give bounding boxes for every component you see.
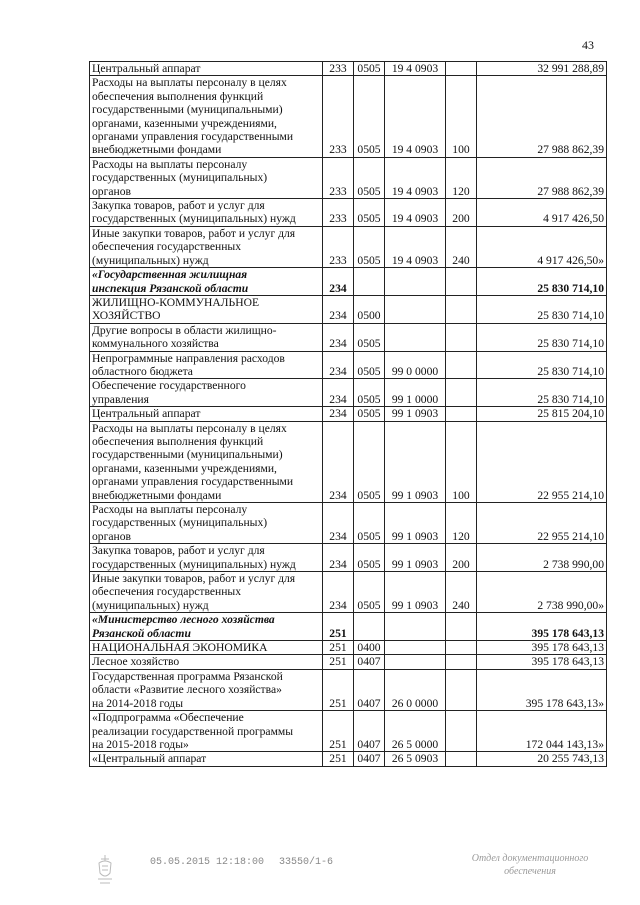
cell-admin-code: 233 [323, 76, 354, 157]
cell-target-article [385, 323, 446, 351]
cell-amount: 395 178 643,13 [477, 613, 607, 641]
cell-amount: 25 830 714,10 [477, 295, 607, 323]
cell-name: Расходы на выплаты персоналу в целях обеспечения выполнения функций государственными (муниципальными) органами, казенными учреждениями, органами управления государственными внебюджетными фондами [90, 421, 323, 502]
table-row [90, 268, 607, 296]
cell-admin-code: 234 [323, 323, 354, 351]
cell-target-article [385, 641, 446, 655]
cell-section-code: 0505 [354, 572, 385, 613]
cell-name: Центральный аппарат [90, 62, 323, 76]
table-row [90, 613, 607, 641]
cell-admin-code: 233 [323, 157, 354, 198]
cell-amount: 25 815 204,10 [477, 407, 607, 421]
cell-amount: 27 988 862,39 [477, 157, 607, 198]
cell-target-article: 99 1 0903 [385, 421, 446, 502]
table-row [90, 572, 607, 613]
cell-expense-type [446, 351, 477, 379]
cell-amount: 32 991 288,89 [477, 62, 607, 76]
cell-section-code: 0505 [354, 226, 385, 267]
cell-amount: 2 738 990,00 [477, 544, 607, 572]
cell-target-article: 26 5 0903 [385, 752, 446, 766]
cell-target-article: 19 4 0903 [385, 226, 446, 267]
cell-target-article: 99 1 0903 [385, 544, 446, 572]
cell-target-article: 19 4 0903 [385, 199, 446, 227]
cell-expense-type [446, 613, 477, 641]
cell-name: Непрограммные направления расходов областного бюджета [90, 351, 323, 379]
cell-target-article: 99 1 0903 [385, 503, 446, 544]
cell-name: Расходы на выплаты персоналу в целях обеспечения выполнения функций государственными (муниципальными) органами, казенными учреждениями, органами управления государственными внебюджетными фондами [90, 76, 323, 157]
cell-expense-type: 200 [446, 544, 477, 572]
cell-amount: 395 178 643,13 [477, 641, 607, 655]
cell-name: Другие вопросы в области жилищно- коммунального хозяйства [90, 323, 323, 351]
cell-amount: 20 255 743,13 [477, 752, 607, 766]
cell-admin-code: 234 [323, 351, 354, 379]
cell-name: Расходы на выплаты персоналу государственных (муниципальных) органов [90, 157, 323, 198]
table-row [90, 752, 607, 766]
cell-target-article: 19 4 0903 [385, 76, 446, 157]
cell-name: «Центральный аппарат [90, 752, 323, 766]
cell-amount: 395 178 643,13 [477, 655, 607, 669]
cell-target-article: 99 0 0000 [385, 351, 446, 379]
cell-admin-code: 234 [323, 295, 354, 323]
cell-admin-code: 234 [323, 268, 354, 296]
budget-table-body [90, 62, 607, 767]
table-row [90, 544, 607, 572]
cell-section-code: 0500 [354, 295, 385, 323]
cell-amount: 172 044 143,13» [477, 711, 607, 752]
cell-admin-code: 233 [323, 62, 354, 76]
cell-name: Иные закупки товаров, работ и услуг для обеспечения государственных (муниципальных) нужд [90, 572, 323, 613]
table-row [90, 655, 607, 669]
cell-amount: 22 955 214,10 [477, 421, 607, 502]
cell-section-code: 0505 [354, 157, 385, 198]
cell-expense-type [446, 752, 477, 766]
cell-admin-code: 234 [323, 503, 354, 544]
cell-admin-code: 251 [323, 752, 354, 766]
cell-name: «Министерство лесного хозяйства Рязанской области [90, 613, 323, 641]
cell-admin-code: 234 [323, 379, 354, 407]
cell-target-article [385, 268, 446, 296]
cell-name: Иные закупки товаров, работ и услуг для обеспечения государственных (муниципальных) нужд [90, 226, 323, 267]
cell-name: Обеспечение государственного управления [90, 379, 323, 407]
page-number: 43 [582, 38, 594, 52]
cell-section-code: 0505 [354, 379, 385, 407]
cell-section-code: 0505 [354, 407, 385, 421]
cell-expense-type: 240 [446, 572, 477, 613]
cell-section-code: 0407 [354, 669, 385, 710]
cell-name: Государственная программа Рязанской области «Развитие лесного хозяйства» на 2014-2018 годы [90, 669, 323, 710]
cell-admin-code: 251 [323, 613, 354, 641]
cell-admin-code: 251 [323, 641, 354, 655]
cell-name: НАЦИОНАЛЬНАЯ ЭКОНОМИКА [90, 641, 323, 655]
cell-target-article: 19 4 0903 [385, 157, 446, 198]
cell-section-code: 0505 [354, 503, 385, 544]
cell-name: «Подпрограмма «Обеспечение реализации государственной программы на 2015-2018 годы» [90, 711, 323, 752]
table-row [90, 641, 607, 655]
cell-amount: 25 830 714,10 [477, 379, 607, 407]
cell-expense-type [446, 323, 477, 351]
cell-expense-type [446, 268, 477, 296]
cell-admin-code: 251 [323, 655, 354, 669]
footer-document-code: 33550/1-6 [279, 857, 334, 868]
cell-amount: 25 830 714,10 [477, 323, 607, 351]
cell-section-code [354, 268, 385, 296]
cell-expense-type [446, 669, 477, 710]
table-row [90, 407, 607, 421]
cell-name: Закупка товаров, работ и услуг для государственных (муниципальных) нужд [90, 199, 323, 227]
cell-section-code: 0505 [354, 62, 385, 76]
cell-section-code: 0400 [354, 641, 385, 655]
table-row [90, 295, 607, 323]
cell-amount: 22 955 214,10 [477, 503, 607, 544]
cell-amount: 2 738 990,00» [477, 572, 607, 613]
cell-target-article: 99 1 0903 [385, 572, 446, 613]
cell-expense-type: 100 [446, 76, 477, 157]
table-row [90, 199, 607, 227]
cell-admin-code: 234 [323, 544, 354, 572]
stamp-emblem-icon [95, 853, 115, 887]
cell-expense-type: 120 [446, 503, 477, 544]
cell-target-article: 19 4 0903 [385, 62, 446, 76]
cell-section-code: 0505 [354, 199, 385, 227]
cell-name: Центральный аппарат [90, 407, 323, 421]
cell-target-article [385, 613, 446, 641]
cell-amount: 27 988 862,39 [477, 76, 607, 157]
cell-section-code: 0505 [354, 323, 385, 351]
cell-name: ЖИЛИЩНО-КОММУНАЛЬНОЕ ХОЗЯЙСТВО [90, 295, 323, 323]
cell-name: Расходы на выплаты персоналу государственных (муниципальных) органов [90, 503, 323, 544]
cell-section-code: 0505 [354, 351, 385, 379]
table-row [90, 323, 607, 351]
footer-department-note: Отдел документационного обеспечения [471, 853, 589, 877]
cell-expense-type: 100 [446, 421, 477, 502]
cell-expense-type [446, 655, 477, 669]
cell-name: Закупка товаров, работ и услуг для государственных (муниципальных) нужд [90, 544, 323, 572]
table-row [90, 351, 607, 379]
cell-expense-type [446, 295, 477, 323]
cell-section-code: 0505 [354, 421, 385, 502]
table-row [90, 62, 607, 76]
cell-expense-type [446, 711, 477, 752]
cell-expense-type: 240 [446, 226, 477, 267]
cell-expense-type: 200 [446, 199, 477, 227]
table-row [90, 379, 607, 407]
cell-expense-type [446, 379, 477, 407]
cell-amount: 395 178 643,13» [477, 669, 607, 710]
cell-expense-type [446, 407, 477, 421]
cell-expense-type [446, 641, 477, 655]
cell-section-code [354, 613, 385, 641]
table-row [90, 711, 607, 752]
cell-target-article: 26 0 0000 [385, 669, 446, 710]
cell-section-code: 0407 [354, 655, 385, 669]
cell-section-code: 0505 [354, 76, 385, 157]
cell-expense-type [446, 62, 477, 76]
cell-admin-code: 234 [323, 572, 354, 613]
cell-admin-code: 234 [323, 407, 354, 421]
cell-section-code: 0407 [354, 711, 385, 752]
cell-amount: 4 917 426,50 [477, 199, 607, 227]
cell-section-code: 0407 [354, 752, 385, 766]
cell-name: Лесное хозяйство [90, 655, 323, 669]
cell-amount: 25 830 714,10 [477, 268, 607, 296]
cell-admin-code: 234 [323, 421, 354, 502]
cell-target-article: 99 1 0903 [385, 407, 446, 421]
table-row [90, 157, 607, 198]
cell-expense-type: 120 [446, 157, 477, 198]
table-row [90, 421, 607, 502]
cell-admin-code: 251 [323, 669, 354, 710]
cell-amount: 4 917 426,50» [477, 226, 607, 267]
cell-target-article: 26 5 0000 [385, 711, 446, 752]
table-row [90, 503, 607, 544]
table-row [90, 669, 607, 710]
cell-admin-code: 251 [323, 711, 354, 752]
cell-admin-code: 233 [323, 226, 354, 267]
cell-target-article [385, 295, 446, 323]
table-row [90, 226, 607, 267]
cell-name: «Государственная жилищная инспекция Рязанской области [90, 268, 323, 296]
cell-section-code: 0505 [354, 544, 385, 572]
cell-target-article: 99 1 0000 [385, 379, 446, 407]
cell-admin-code: 233 [323, 199, 354, 227]
table-row [90, 76, 607, 157]
cell-target-article [385, 655, 446, 669]
cell-amount: 25 830 714,10 [477, 351, 607, 379]
budget-table [89, 61, 607, 767]
footer-date: 05.05.2015 12:18:00 [150, 857, 265, 868]
